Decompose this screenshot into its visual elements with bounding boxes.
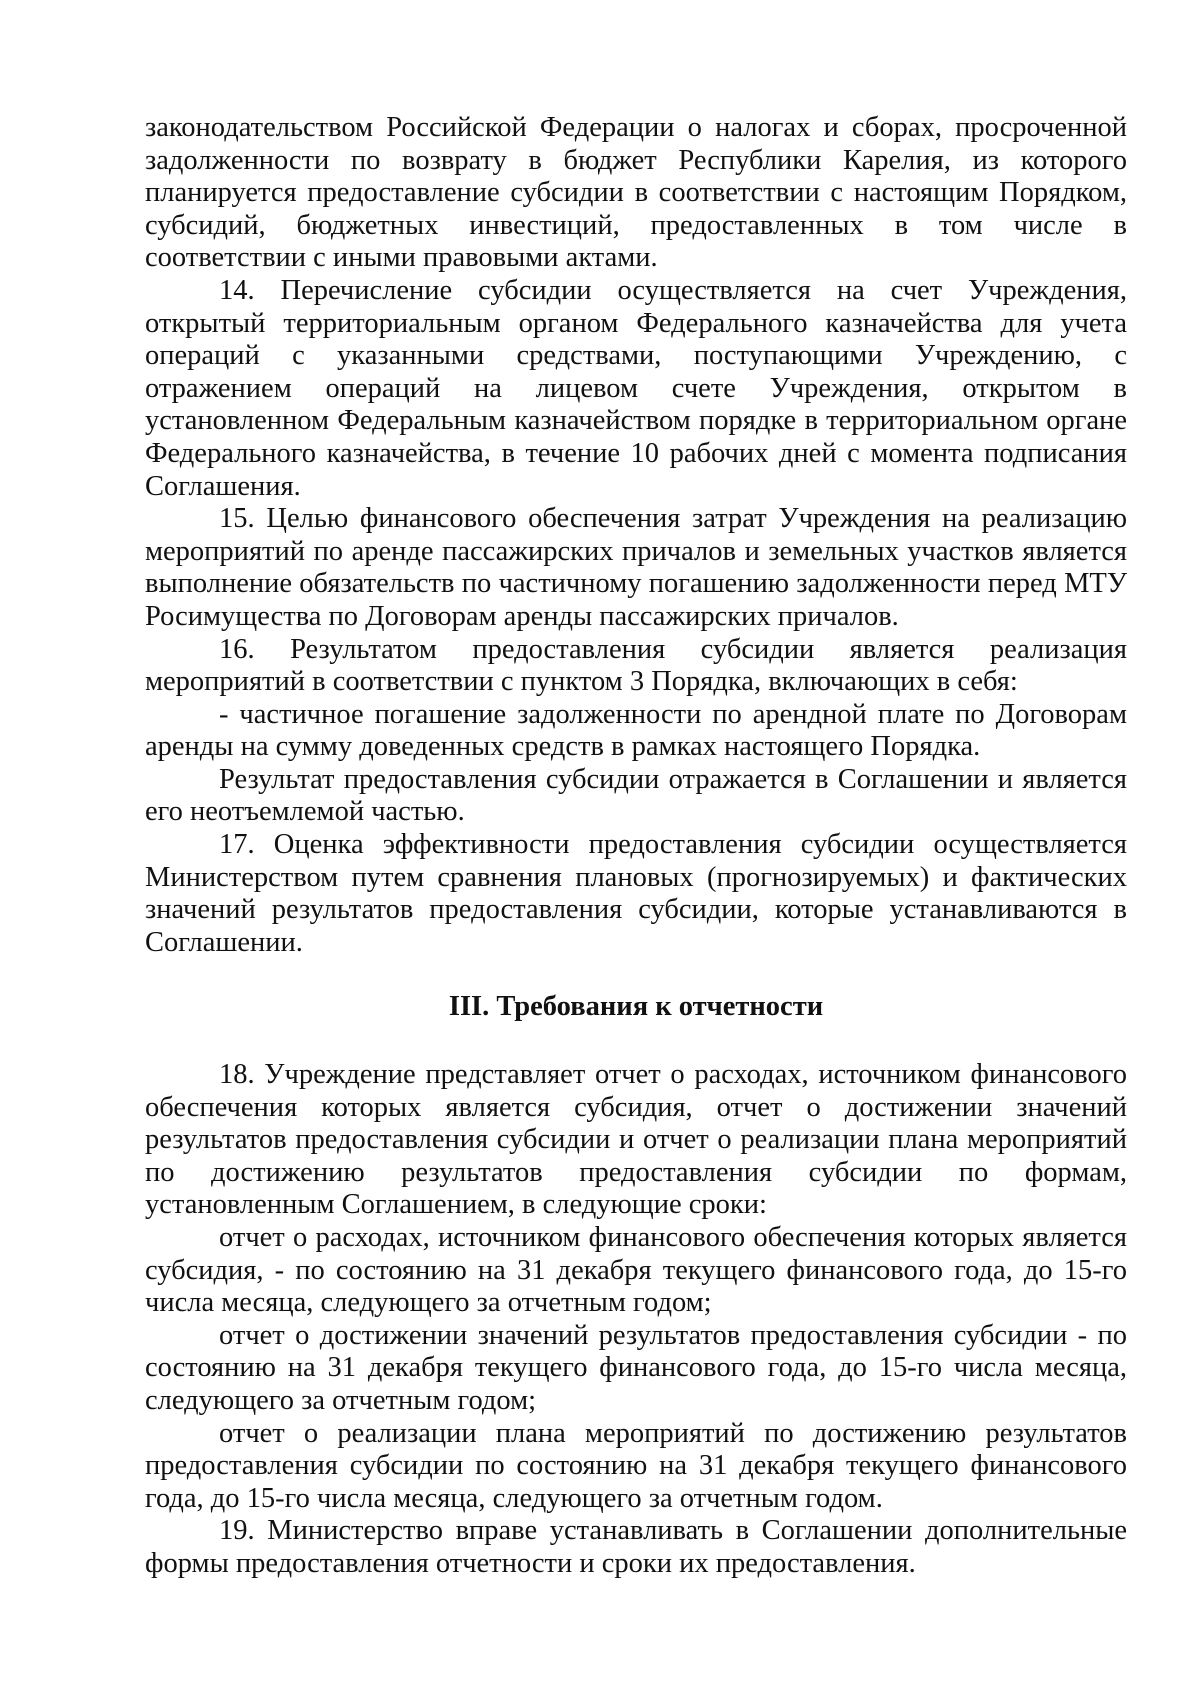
- document-body: [145, 112, 1127, 1581]
- paragraph-16-list-item: - частичное погашение задолженности по арендной плате по Договорам аренды на сумму доведенных средств в рамках настоящего Порядка.: [145, 698, 1127, 763]
- spacer: [145, 1024, 1127, 1059]
- spacer: [145, 959, 1127, 991]
- paragraph-18-results-report: отчет о достижении значений результатов предоставления субсидии - по состоянию на 31 декабря текущего финансового года, до 15-го числа месяца, следующего за отчетным годом;: [145, 1319, 1127, 1416]
- paragraph-19: 19. Министерство вправе устанавливать в Соглашении дополнительные формы предоставления отчетности и сроки их предоставления.: [145, 1515, 1127, 1579]
- paragraph-18-plan-report: отчет о реализации плана мероприятий по достижению результатов предоставления субсидии по состоянию на 31 декабря текущего финансового года, до 15-го числа месяца, следующего за отчетным годом.: [145, 1417, 1127, 1514]
- paragraph-16-result: Результат предоставления субсидии отражается в Соглашении и является его неотъемлемой частью.: [145, 763, 1127, 828]
- paragraph-18: 18. Учреждение представляет отчет о расходах, источником финансового обеспечения которых является субсидия, отчет о достижении значений результатов предоставления субсидии и отчет о реализации плана мероприятий по достижению результатов предоставления субсидии по формам, установленным Соглашением, в следующие сроки:: [145, 1059, 1127, 1221]
- paragraph-continuation: законодательством Российской Федерации о налогах и сборах, просроченной задолженности по возврату в бюджет Республики Карелия, из которого планируется предоставление субсидии в соответствии с настоящим Порядком, субсидий, бюджетных инвестиций, предоставленных в том числе в соответствии с иными правовыми актами.: [145, 112, 1127, 274]
- paragraph-14: 14. Перечисление субсидии осуществляется на счет Учреждения, открытый территориальным органом Федерального казначейства для учета операций с указанными средствами, поступающими Учреждению, с отражением операций на лицевом счете Учреждения, открытом в установленном Федеральным казначейством порядке в территориальном органе Федерального казначейства, в течение 10 рабочих дней с момента подписания Соглашения.: [145, 274, 1127, 502]
- paragraph-18-expense-report: отчет о расходах, источником финансового обеспечения которых является субсидия, - по состоянию на 31 декабря текущего финансового года, до 15-го числа месяца, следующего за отчетным годом;: [145, 1222, 1127, 1319]
- paragraph-15: 15. Целью финансового обеспечения затрат Учреждения на реализацию мероприятий по аренде пассажирских причалов и земельных участков является выполнение обязательств по частичному погашению задолженности перед МТУ Росимущества по Договорам аренды пассажирских причалов.: [145, 503, 1127, 632]
- section-title: III. Требования к отчетности: [448, 991, 824, 1023]
- paragraph-16: 16. Результатом предоставления субсидии является реализация мероприятий в соответствии с пунктом 3 Порядка, включающих в себя:: [145, 633, 1127, 698]
- paragraph-17: 17. Оценка эффективности предоставления субсидии осуществляется Министерством путем сравнения плановых (прогнозируемых) и фактических значений результатов предоставления субсидии, которые устанавливаются в Соглашении.: [145, 829, 1127, 958]
